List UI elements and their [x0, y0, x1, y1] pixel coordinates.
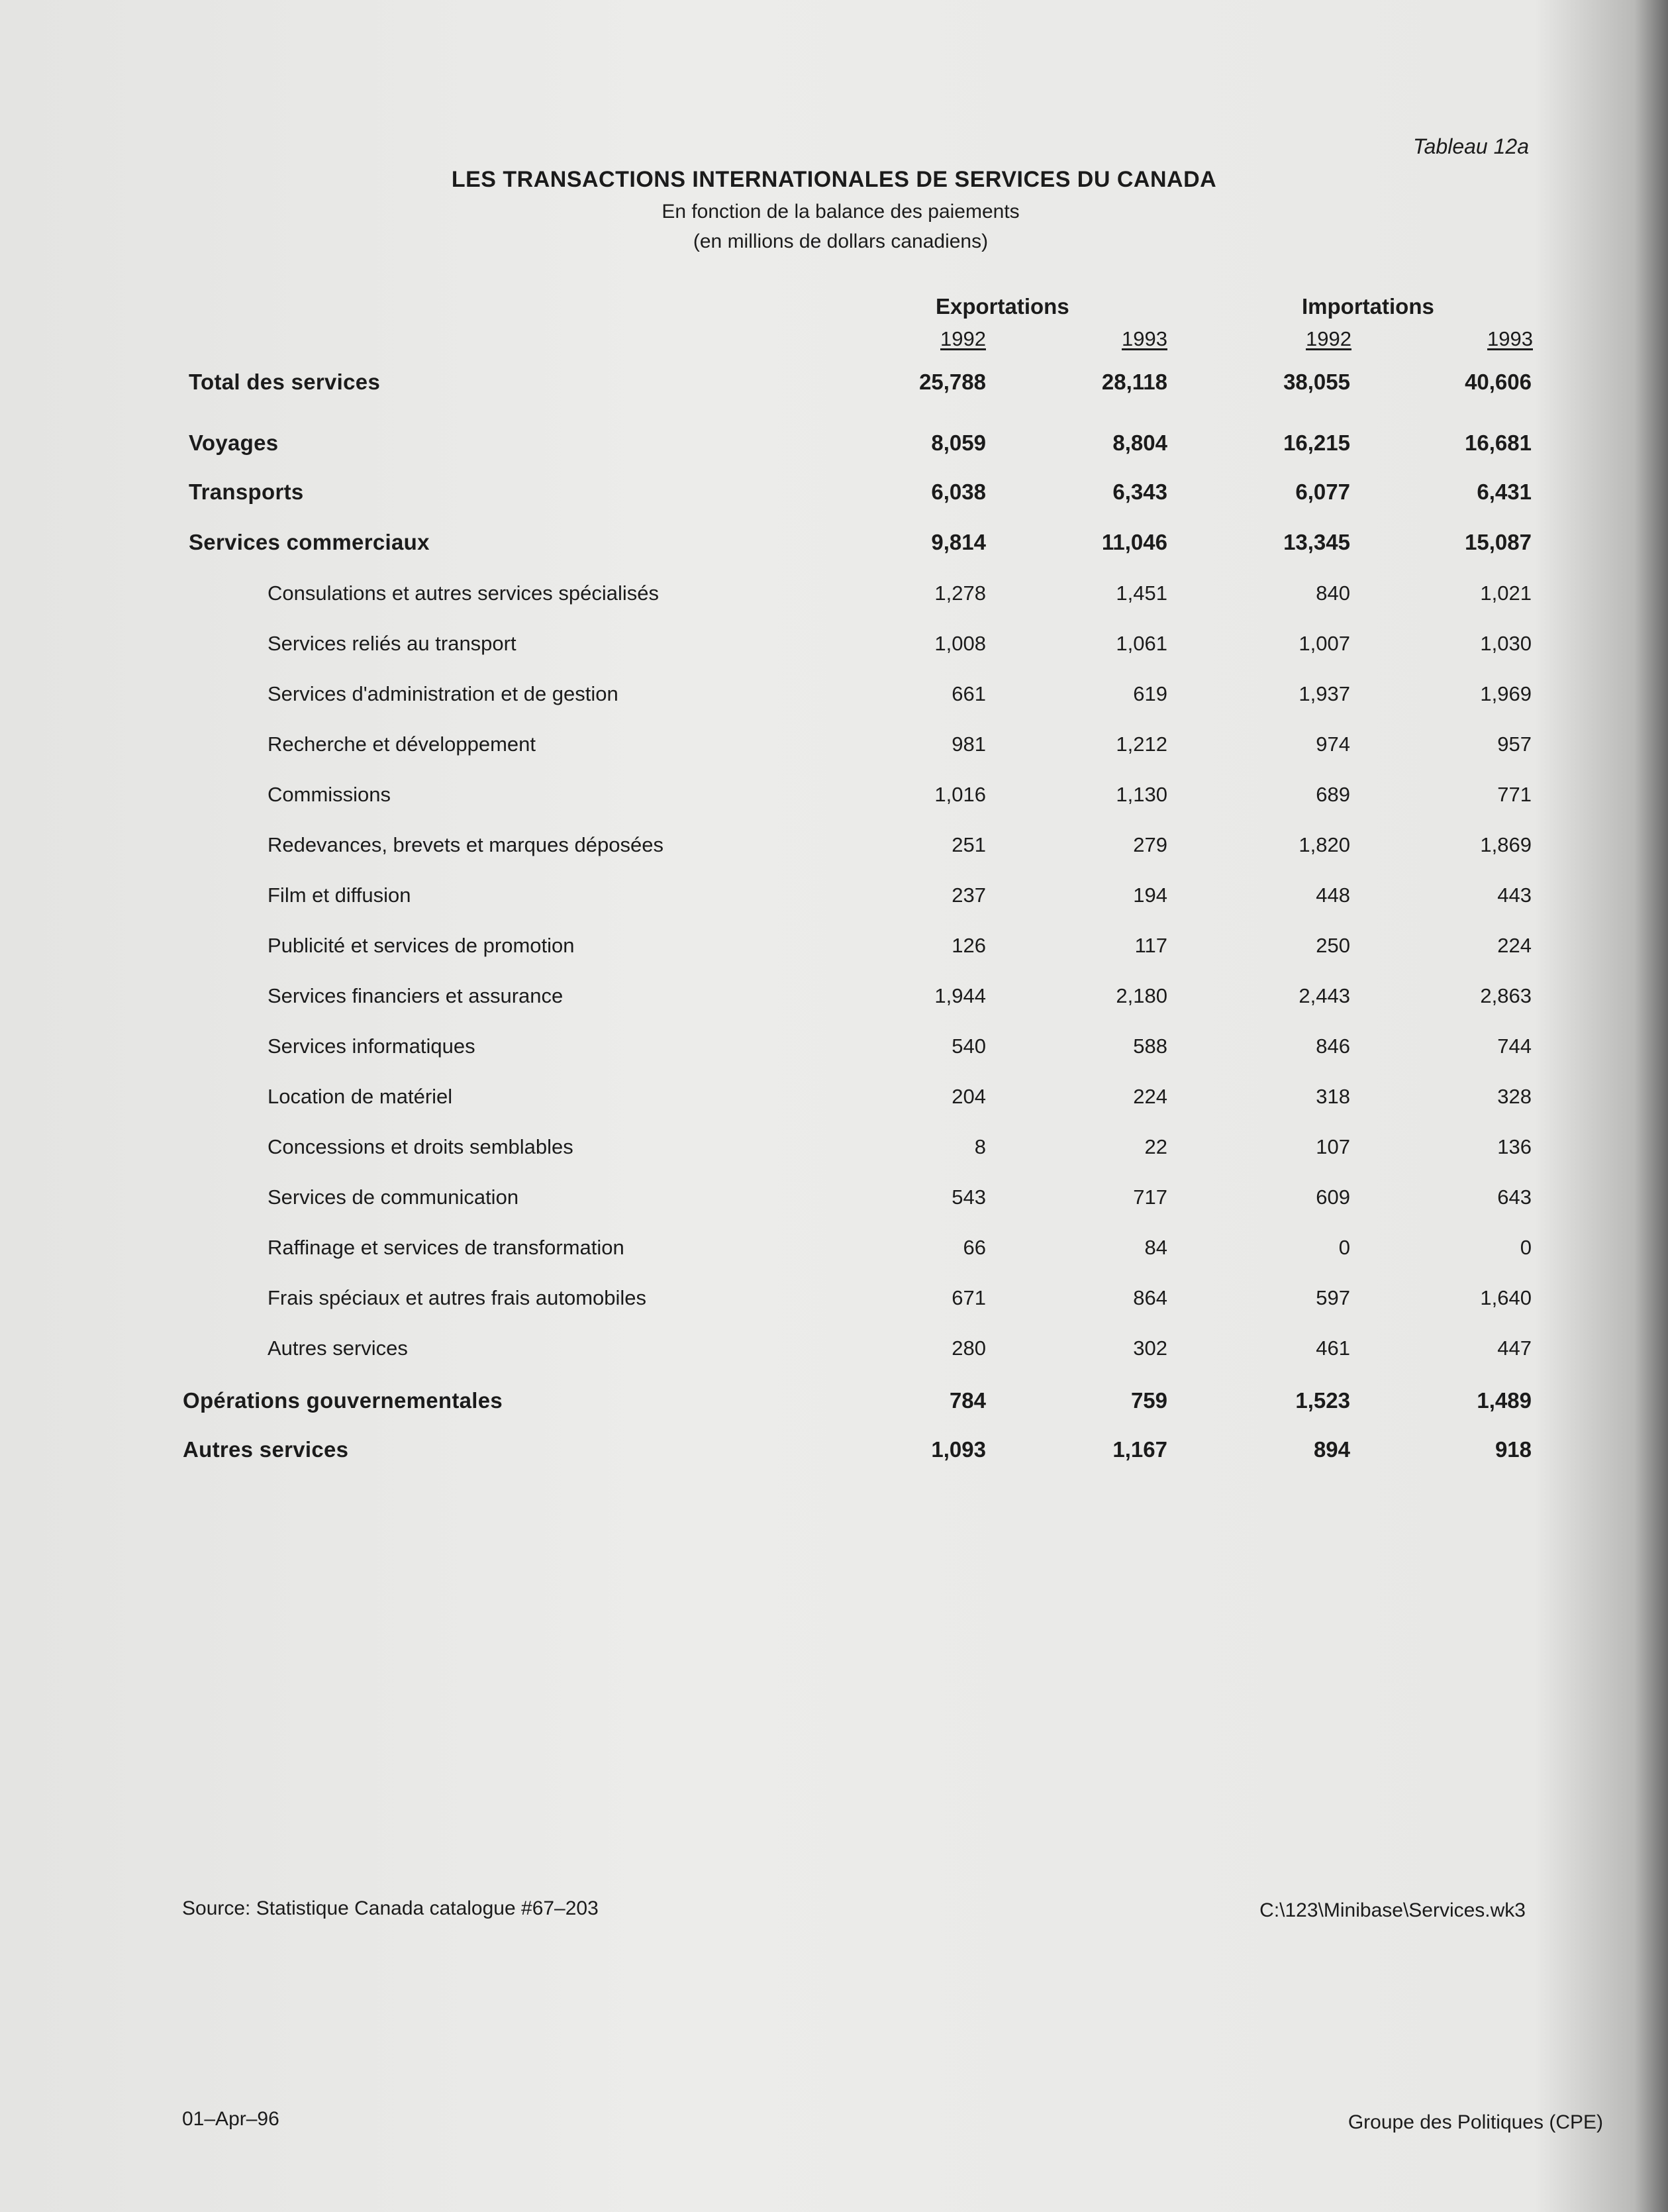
subtitle-basis: En fonction de la balance des paiements — [662, 201, 1020, 223]
cell-exports-1993: 8,804 — [1112, 430, 1167, 455]
exports-column-group: Exportations — [936, 294, 1069, 319]
cell-exports-1992: 661 — [952, 682, 986, 705]
cell-imports-1993: 447 — [1497, 1336, 1532, 1360]
cell-imports-1993: 0 — [1520, 1236, 1532, 1259]
cell-imports-1992: 13,345 — [1283, 530, 1350, 554]
cell-exports-1992: 9,814 — [931, 530, 986, 554]
row-label: Autres services — [268, 1336, 408, 1360]
table-row — [0, 1388, 1668, 1428]
table-row — [0, 479, 1668, 519]
cell-imports-1993: 771 — [1497, 783, 1532, 806]
cell-imports-1992: 894 — [1313, 1437, 1350, 1462]
cell-imports-1992: 16,215 — [1283, 430, 1350, 455]
cell-imports-1993: 918 — [1495, 1437, 1532, 1462]
cell-imports-1992: 107 — [1316, 1135, 1350, 1158]
row-label: Services reliés au transport — [268, 632, 516, 655]
cell-imports-1993: 15,087 — [1465, 530, 1532, 554]
cell-exports-1993: 864 — [1133, 1286, 1167, 1309]
row-label: Recherche et développement — [268, 732, 536, 756]
cell-exports-1992: 1,008 — [934, 632, 986, 655]
row-label: Total des services — [189, 370, 381, 394]
row-label: Transports — [189, 479, 304, 504]
cell-exports-1992: 1,016 — [934, 783, 986, 806]
cell-exports-1992: 540 — [952, 1034, 986, 1058]
row-label: Services informatiques — [268, 1034, 475, 1058]
cell-imports-1993: 1,869 — [1480, 833, 1532, 856]
cell-exports-1993: 279 — [1133, 833, 1167, 856]
table-row — [0, 883, 1668, 923]
cell-exports-1992: 1,278 — [934, 581, 986, 605]
cell-exports-1992: 237 — [952, 883, 986, 907]
cell-exports-1992: 6,038 — [931, 479, 986, 504]
cell-exports-1993: 1,130 — [1116, 783, 1167, 806]
cell-exports-1993: 588 — [1133, 1034, 1167, 1058]
cell-imports-1992: 318 — [1316, 1085, 1350, 1108]
cell-imports-1992: 597 — [1316, 1286, 1350, 1309]
cell-exports-1992: 126 — [952, 934, 986, 957]
table-row — [0, 581, 1668, 621]
cell-exports-1992: 671 — [952, 1286, 986, 1309]
row-label: Services commerciaux — [189, 530, 430, 554]
cell-exports-1992: 25,788 — [919, 370, 986, 394]
cell-exports-1992: 543 — [952, 1185, 986, 1209]
cell-imports-1992: 1,937 — [1299, 682, 1350, 705]
cell-imports-1993: 957 — [1497, 732, 1532, 756]
table-row — [0, 1437, 1668, 1477]
cell-imports-1992: 6,077 — [1295, 479, 1350, 504]
cell-exports-1993: 84 — [1144, 1236, 1167, 1259]
cell-exports-1992: 1,093 — [931, 1437, 986, 1462]
cell-imports-1992: 609 — [1316, 1185, 1350, 1209]
cell-imports-1993: 1,640 — [1480, 1286, 1532, 1309]
table-row — [0, 1336, 1668, 1376]
cell-exports-1992: 204 — [952, 1085, 986, 1108]
table-row — [0, 1135, 1668, 1175]
table-row — [0, 1286, 1668, 1326]
table-row — [0, 632, 1668, 672]
table-row — [0, 732, 1668, 772]
cell-exports-1993: 194 — [1133, 883, 1167, 907]
print-date: 01–Apr–96 — [182, 2108, 279, 2130]
row-label: Services de communication — [268, 1185, 519, 1209]
table-row — [0, 783, 1668, 823]
cell-imports-1992: 2,443 — [1299, 984, 1350, 1007]
cell-imports-1993: 1,489 — [1477, 1388, 1532, 1413]
row-label: Film et diffusion — [268, 883, 411, 907]
cell-imports-1992: 689 — [1316, 783, 1350, 806]
cell-imports-1993: 443 — [1497, 883, 1532, 907]
row-label: Publicité et services de promotion — [268, 934, 575, 957]
row-label: Services d'administration et de gestion — [268, 682, 618, 705]
cell-imports-1992: 846 — [1316, 1034, 1350, 1058]
cell-imports-1993: 16,681 — [1465, 430, 1532, 455]
cell-imports-1992: 1,523 — [1295, 1388, 1350, 1413]
row-label: Commissions — [268, 783, 391, 806]
table-row — [0, 984, 1668, 1024]
cell-exports-1993: 302 — [1133, 1336, 1167, 1360]
cell-imports-1992: 974 — [1316, 732, 1350, 756]
cell-exports-1993: 759 — [1130, 1388, 1167, 1413]
cell-exports-1993: 28,118 — [1101, 370, 1167, 394]
year-header-imports-1993: 1993 — [1487, 327, 1533, 350]
cell-imports-1993: 224 — [1497, 934, 1532, 957]
cell-exports-1992: 8 — [974, 1135, 986, 1158]
cell-exports-1993: 6,343 — [1112, 479, 1167, 504]
row-label: Raffinage et services de transformation — [268, 1236, 624, 1259]
cell-exports-1993: 619 — [1133, 682, 1167, 705]
cell-imports-1992: 1,007 — [1299, 632, 1350, 655]
table-row — [0, 833, 1668, 873]
subtitle-units: (en millions de dollars canadiens) — [693, 230, 989, 252]
cell-imports-1993: 1,969 — [1480, 682, 1532, 705]
table-row — [0, 1236, 1668, 1276]
year-header-imports-1992: 1992 — [1306, 327, 1351, 350]
row-label: Voyages — [189, 430, 279, 455]
year-header-exports-1992: 1992 — [940, 327, 986, 350]
table-row — [0, 934, 1668, 974]
cell-exports-1993: 1,451 — [1116, 581, 1167, 605]
year-header-exports-1993: 1993 — [1122, 327, 1167, 350]
cell-imports-1993: 643 — [1497, 1185, 1532, 1209]
cell-exports-1992: 251 — [952, 833, 986, 856]
cell-exports-1992: 66 — [963, 1236, 986, 1259]
file-path: C:\123\Minibase\Services.wk3 — [1259, 1899, 1526, 1921]
table-row — [0, 530, 1668, 570]
cell-exports-1992: 280 — [952, 1336, 986, 1360]
cell-imports-1993: 136 — [1497, 1135, 1532, 1158]
cell-imports-1992: 1,820 — [1299, 833, 1350, 856]
row-label: Redevances, brevets et marques déposées — [268, 833, 663, 856]
cell-imports-1992: 461 — [1316, 1336, 1350, 1360]
row-label: Opérations gouvernementales — [183, 1388, 503, 1413]
cell-exports-1993: 117 — [1134, 934, 1167, 957]
cell-exports-1993: 1,061 — [1116, 632, 1167, 655]
cell-imports-1992: 448 — [1316, 883, 1350, 907]
cell-imports-1993: 744 — [1497, 1034, 1532, 1058]
row-label: Consulations et autres services spécialisés — [268, 581, 659, 605]
cell-exports-1993: 2,180 — [1116, 984, 1167, 1007]
cell-imports-1993: 2,863 — [1480, 984, 1532, 1007]
cell-imports-1993: 40,606 — [1465, 370, 1532, 394]
row-label: Concessions et droits semblables — [268, 1135, 573, 1158]
cell-imports-1992: 38,055 — [1283, 370, 1350, 394]
cell-exports-1993: 1,167 — [1112, 1437, 1167, 1462]
cell-exports-1992: 1,944 — [934, 984, 986, 1007]
cell-exports-1993: 224 — [1133, 1085, 1167, 1108]
cell-exports-1993: 1,212 — [1116, 732, 1167, 756]
row-label: Frais spéciaux et autres frais automobiles — [268, 1286, 647, 1309]
source-note: Source: Statistique Canada catalogue #67–203 — [182, 1897, 599, 1919]
table-number-label: Tableau 12a — [1413, 134, 1529, 158]
table-row — [0, 1185, 1668, 1225]
table-row — [0, 1085, 1668, 1125]
table-row — [0, 682, 1668, 722]
cell-exports-1993: 11,046 — [1101, 530, 1167, 554]
cell-imports-1993: 1,021 — [1480, 581, 1532, 605]
cell-imports-1992: 250 — [1316, 934, 1350, 957]
row-label: Services financiers et assurance — [268, 984, 564, 1007]
table-row — [0, 1034, 1668, 1074]
cell-imports-1993: 1,030 — [1480, 632, 1532, 655]
cell-imports-1992: 840 — [1316, 581, 1350, 605]
cell-imports-1993: 328 — [1497, 1085, 1532, 1108]
cell-exports-1992: 981 — [952, 732, 986, 756]
cell-imports-1993: 6,431 — [1477, 479, 1532, 504]
cell-imports-1992: 0 — [1338, 1236, 1350, 1259]
page-title: LES TRANSACTIONS INTERNATIONALES DE SERVICES DU CANADA — [451, 167, 1217, 192]
table-row — [0, 370, 1668, 409]
cell-exports-1992: 784 — [949, 1388, 986, 1413]
imports-column-group: Importations — [1302, 294, 1434, 319]
table-row — [0, 430, 1668, 470]
cell-exports-1992: 8,059 — [931, 430, 986, 455]
row-label: Location de matériel — [268, 1085, 453, 1108]
cell-exports-1993: 717 — [1133, 1185, 1167, 1209]
row-label: Autres services — [183, 1437, 349, 1462]
cell-exports-1993: 22 — [1144, 1135, 1167, 1158]
group-name: Groupe des Politiques (CPE) — [1348, 2111, 1603, 2133]
